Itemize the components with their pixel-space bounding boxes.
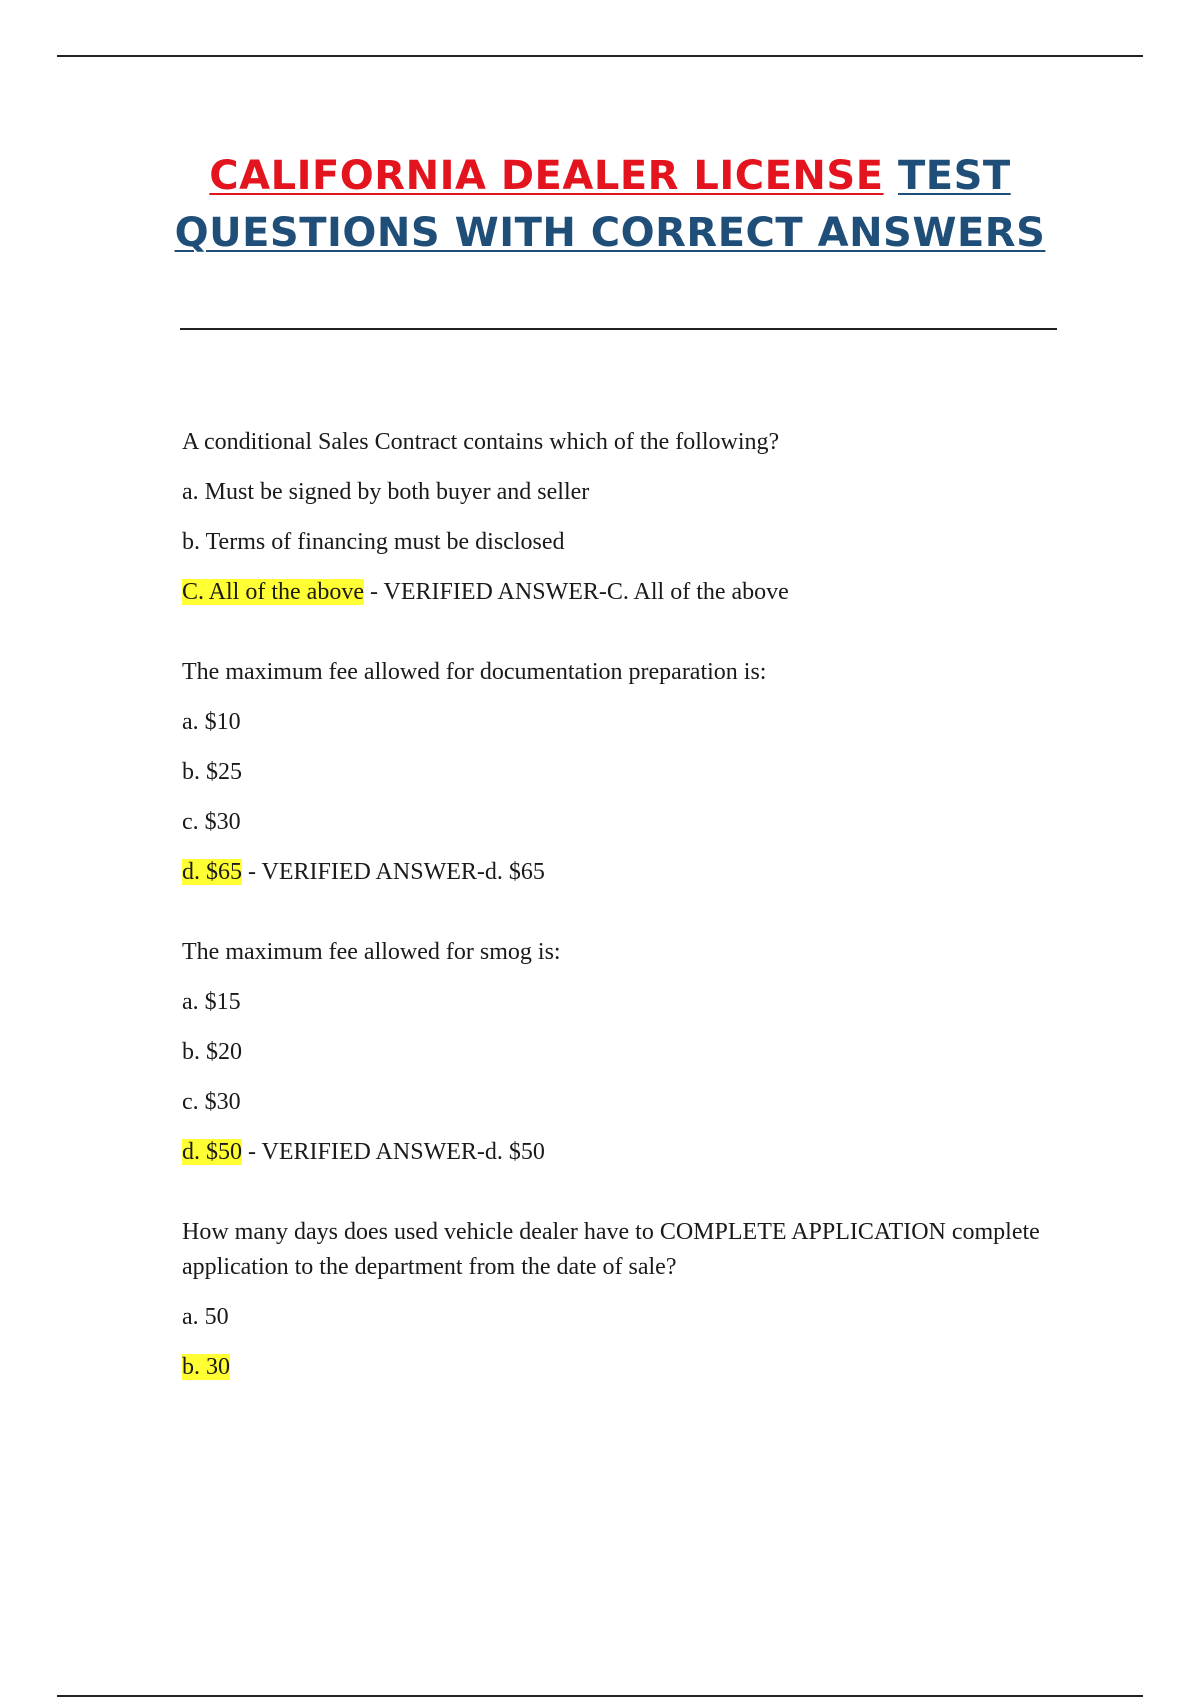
title-divider xyxy=(180,328,1057,330)
verified-answer: - VERIFIED ANSWER-d. $65 xyxy=(242,859,545,885)
answer-line xyxy=(182,855,1062,890)
question-text: How many days does used vehicle dealer have to COMPLETE APPLICATION complete application to the department from the date of sale? xyxy=(182,1219,1040,1280)
option-a: a. Must be signed by both buyer and seller xyxy=(182,479,590,505)
verified-answer: - VERIFIED ANSWER-d. $50 xyxy=(242,1139,545,1165)
title-blue-line: QUESTIONS WITH CORRECT ANSWERS xyxy=(174,210,1046,256)
title-blue-word: TEST xyxy=(897,153,1011,199)
top-divider xyxy=(57,55,1143,57)
question-block-2 xyxy=(182,655,1062,890)
option-a: a. $15 xyxy=(182,989,241,1015)
question-text: The maximum fee allowed for smog is: xyxy=(182,939,561,965)
option-a: a. $10 xyxy=(182,709,241,735)
option-c: c. $30 xyxy=(182,809,241,835)
option-b: b. Terms of financing must be disclosed xyxy=(182,529,565,555)
option-b: b. $20 xyxy=(182,1039,242,1065)
verified-answer: - VERIFIED ANSWER-C. All of the above xyxy=(363,579,789,605)
question-block-3 xyxy=(182,935,1062,1170)
highlighted-answer: b. 30 xyxy=(182,1354,230,1380)
question-text: The maximum fee allowed for documentation preparation is: xyxy=(182,659,767,685)
questions-list xyxy=(182,425,1062,1430)
question-block-4 xyxy=(182,1215,1062,1385)
answer-line xyxy=(182,1135,1062,1170)
page-title xyxy=(160,148,1060,262)
answer-line xyxy=(182,575,1062,610)
question-text: A conditional Sales Contract contains which of the following? xyxy=(182,429,780,455)
option-c: c. $30 xyxy=(182,1089,241,1115)
bottom-divider xyxy=(57,1695,1143,1697)
highlighted-answer: d. $65 xyxy=(182,859,242,885)
highlighted-answer: C. All of the above xyxy=(182,579,364,605)
highlighted-answer: d. $50 xyxy=(182,1139,242,1165)
question-block-1 xyxy=(182,425,1062,610)
option-a: a. 50 xyxy=(182,1304,229,1330)
title-red-part: CALIFORNIA DEALER LICENSE xyxy=(209,153,884,199)
answer-line xyxy=(182,1350,1062,1385)
option-b: b. $25 xyxy=(182,759,242,785)
